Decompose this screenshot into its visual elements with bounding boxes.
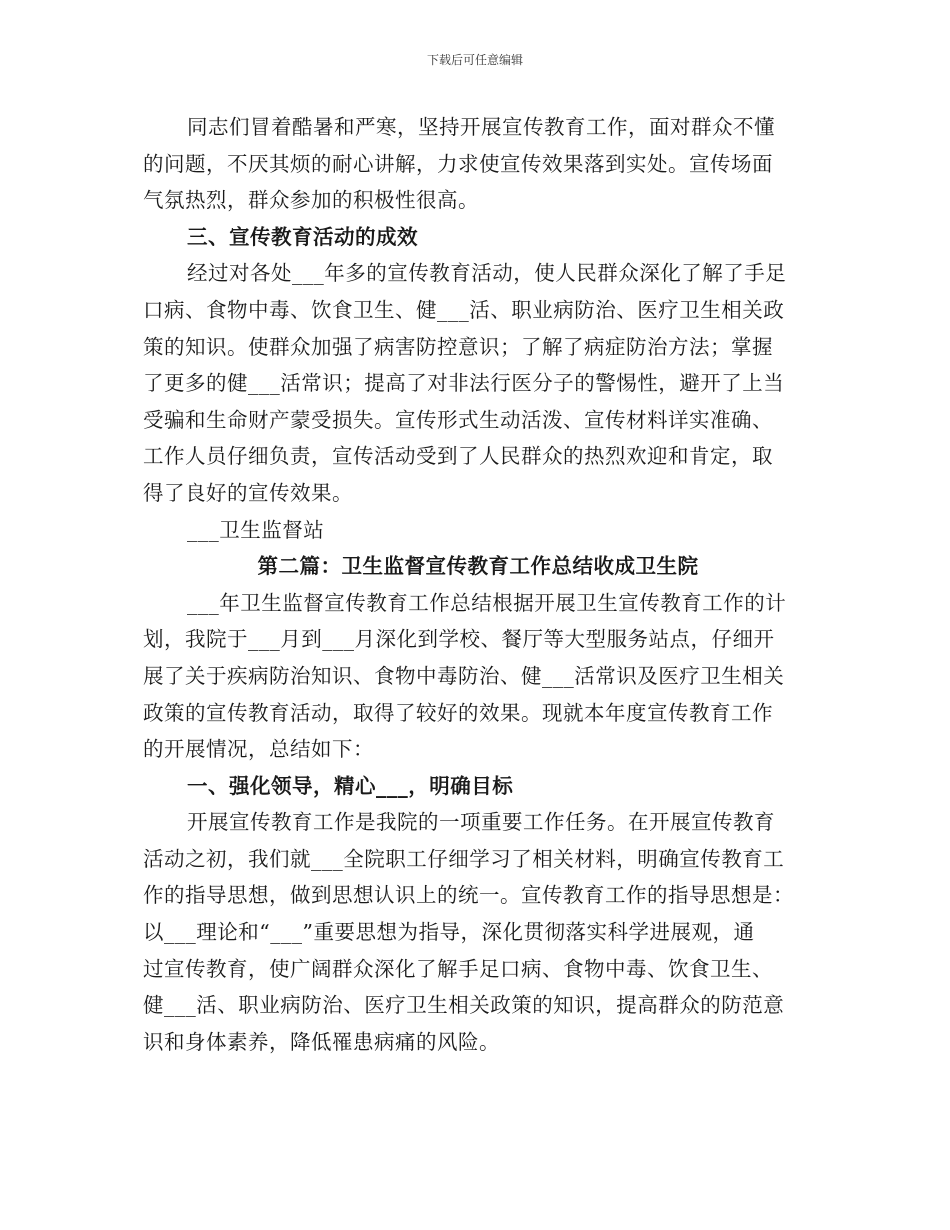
paragraph-line: 政策的宣传教育活动，取得了较好的效果。现就本年度宣传教育工作 — [143, 700, 773, 725]
document-body — [143, 109, 813, 1060]
signature-line: ___卫生监督站 — [187, 517, 325, 542]
paragraph-line: 经过对各处___年多的宣传教育活动，使人民群众深化了解了手足 — [187, 261, 787, 286]
paragraph-line: 气氛热烈，群众参加的积极性很高。 — [143, 188, 479, 213]
paragraph-line: 同志们冒着酷暑和严寒，坚持开展宣传教育工作，面对群众不懂 — [187, 115, 775, 139]
paragraph-line: 受骗和生命财产蒙受损失。宣传形式生动活泼、宣传材料详实准确、 — [143, 407, 773, 432]
paragraph-line: 活动之初，我们就___全院职工仔细学习了相关材料，明确宣传教育工 — [143, 846, 785, 871]
paragraph-line: 开展宣传教育工作是我院的一项重要工作任务。在开展宣传教育 — [187, 810, 775, 835]
paragraph-line: 策的知识。使群众加强了病害防控意识；了解了病症防治方法；掌握 — [143, 334, 773, 359]
paragraph-line: 健___活、职业病防治、医疗卫生相关政策的知识，提高群众的防范意 — [143, 993, 785, 1018]
paragraph-line: 过宣传教育，使广阔群众深化了解手足口病、食物中毒、饮食卫生、 — [143, 956, 773, 981]
paragraph-line: 了更多的健___活常识；提高了对非法行医分子的警惕性，避开了上当 — [143, 371, 785, 396]
paragraph-line: 的开展情况，总结如下： — [143, 737, 374, 762]
paragraph-line: 划，我院于___月到___月深化到学校、餐厅等大型服务站点，仔细开 — [143, 627, 775, 652]
paragraph-line: 得了良好的宣传效果。 — [143, 480, 353, 505]
page-header: 下载后可任意编辑 — [426, 53, 523, 67]
section-heading: 三、宣传教育活动的成效 — [187, 224, 418, 249]
paragraph-line: 工作人员仔细负责，宣传活动受到了人民群众的热烈欢迎和肯定，取 — [143, 444, 773, 469]
paragraph-line: 口病、食物中毒、饮食卫生、健___活、职业病防治、医疗卫生相关政 — [143, 297, 785, 322]
section-heading: 一、强化领导，精心___，明确目标 — [187, 773, 514, 798]
paragraph-line: 识和身体素养，降低罹患病痛的风险。 — [143, 1029, 500, 1054]
paragraph-line: 的问题，不厌其烦的耐心讲解，力求使宣传效果落到实处。宣传场面 — [143, 151, 773, 176]
paragraph-line: ___年卫生监督宣传教育工作总结根据开展卫生宣传教育工作的计 — [187, 590, 787, 615]
paragraph-line: 作的指导思想，做到思想认识上的统一。宣传教育工作的指导思想是： — [143, 883, 794, 908]
paragraph-line: 展了关于疾病防治知识、食物中毒防治、健___活常识及医疗卫生相关 — [143, 663, 785, 688]
chapter-title: 第二篇：卫生监督宣传教育工作总结收成卫生院 — [257, 554, 699, 579]
paragraph-line: 以___理论和“___”重要思想为指导，深化贯彻落实科学进展观，通 — [143, 920, 755, 945]
